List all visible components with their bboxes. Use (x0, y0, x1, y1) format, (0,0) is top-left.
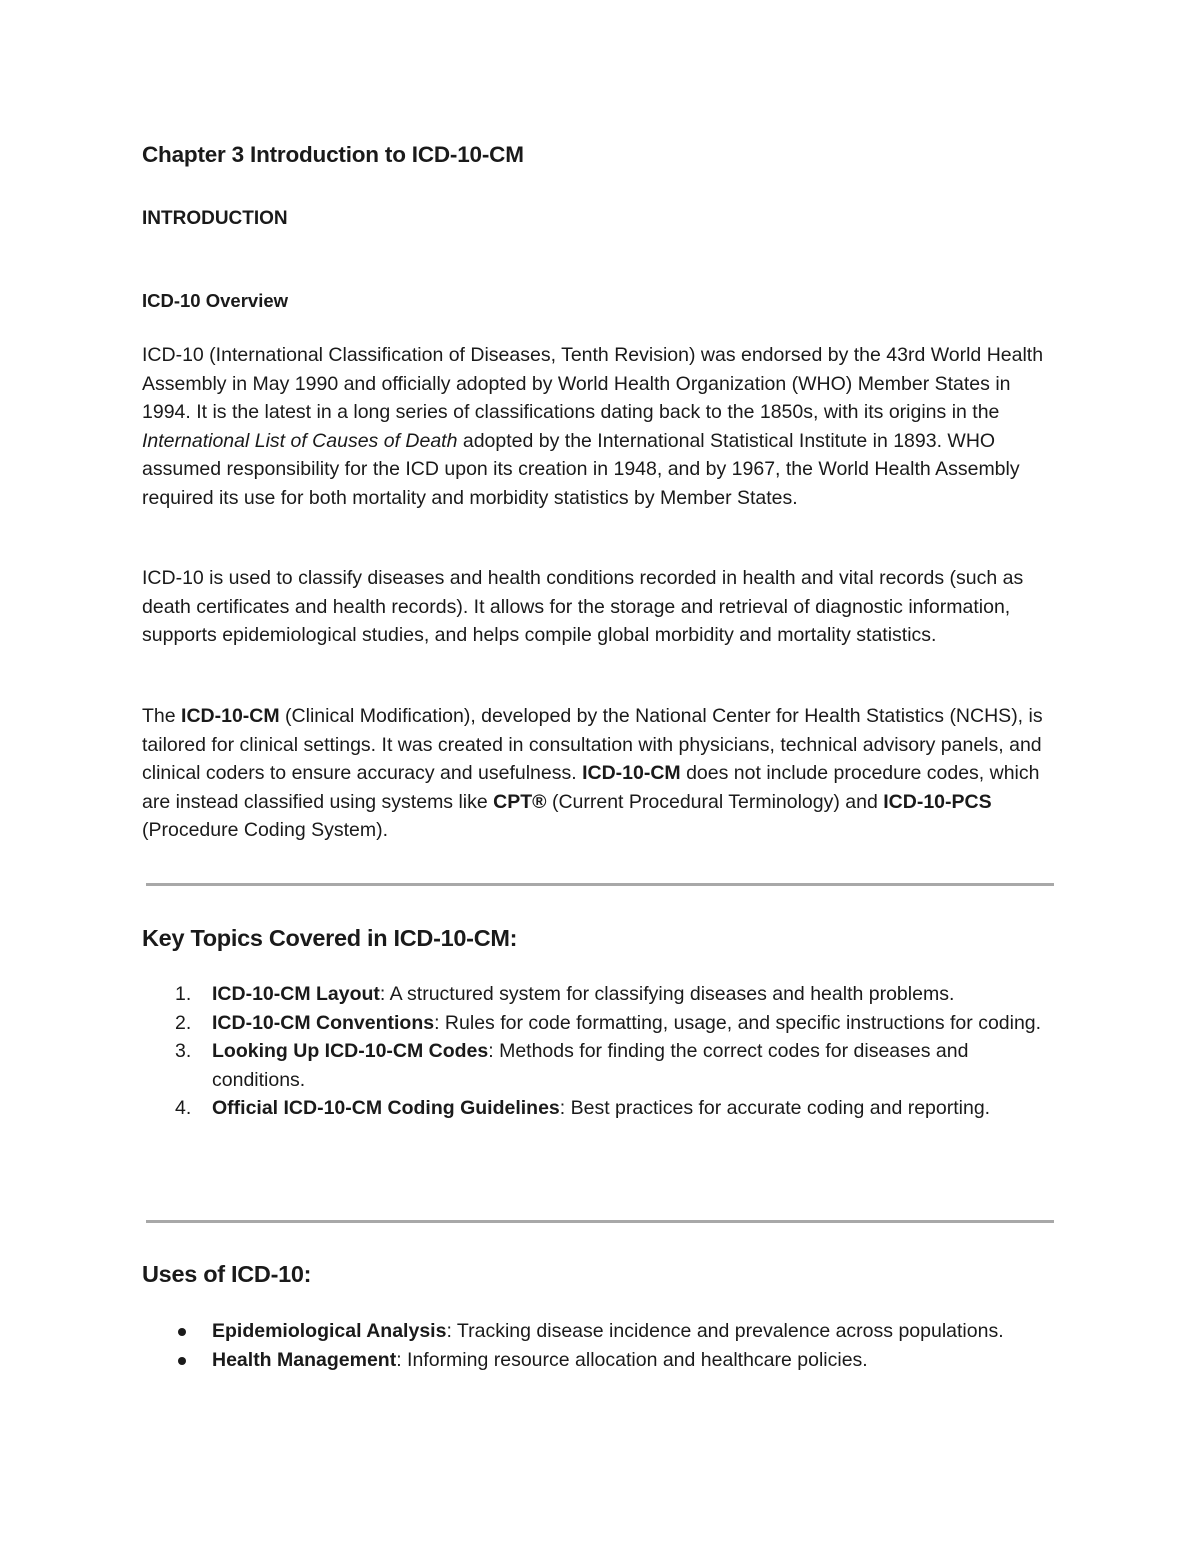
list-item-term: ICD-10-CM Conventions (212, 1011, 435, 1034)
overview-paragraph-2: ICD-10 is used to classify diseases and health conditions recorded in health and vital records (such as death certificates and health records). It allows for the storage and retrieval of diagnostic information, supports epidemiological studies, and helps compile global morbidity and mortality statistics. (142, 567, 1024, 647)
section-label: INTRODUCTION (142, 208, 288, 229)
p1-italic-title: International List of Causes of Death (142, 429, 458, 452)
list-number: 3. (175, 1040, 192, 1063)
p3-text-5: (Procedure Coding System). (142, 819, 389, 842)
overview-heading: ICD-10 Overview (142, 290, 289, 311)
p3-bold-2: ICD-10-CM (582, 762, 681, 785)
p3-bold-4: ICD-10-PCS (883, 790, 992, 813)
bullet-icon (178, 1328, 186, 1336)
topics-heading: Key Topics Covered in ICD-10-CM: (142, 925, 518, 951)
p3-text-3: does not include procedure codes, which are instead classified using systems like (142, 762, 1040, 813)
list-item (142, 980, 1057, 1009)
overview-paragraph-3 (142, 702, 1057, 845)
list-item-desc: : Informing resource allocation and healthcare policies. (396, 1348, 868, 1371)
list-item-term: Health Management (212, 1348, 397, 1371)
p1-text-b: adopted by the International Statistical Institute in 1893. WHO assumed responsibility for the ICD upon its creation in 1948, and by 1967, the World Health Assembly required its use for both mortality and morbidity statistics by Member States. (142, 429, 1020, 509)
horizontal-rule (146, 883, 1054, 886)
list-number: 1. (175, 983, 192, 1005)
chapter-title: Chapter 3 Introduction to ICD-10-CM (142, 142, 524, 167)
p3-bold-3: CPT® (493, 790, 547, 813)
horizontal-rule (146, 1220, 1054, 1223)
topics-list (142, 980, 1057, 1123)
list-item-desc: : Tracking disease incidence and prevalence across populations. (446, 1320, 1004, 1342)
list-item-desc: : Rules for code formatting, usage, and specific instructions for coding. (434, 1011, 1042, 1034)
overview-paragraph-1 (142, 341, 1057, 513)
list-item-term: Official ICD-10-CM Coding Guidelines (212, 1097, 560, 1120)
list-item-term: Epidemiological Analysis (212, 1320, 447, 1342)
p3-text-1: The (142, 705, 182, 727)
uses-list (142, 1317, 1057, 1374)
list-number: 4. (175, 1097, 192, 1120)
list-item-term: Looking Up ICD-10-CM Codes (212, 1040, 489, 1063)
p3-text-4: (Current Procedural Terminology) and (546, 790, 884, 813)
list-number: 2. (175, 1011, 192, 1034)
uses-heading: Uses of ICD-10: (142, 1261, 312, 1287)
list-item-desc: : A structured system for classifying diseases and health problems. (379, 983, 955, 1005)
list-item-desc: : Methods for finding the correct codes for diseases and conditions. (212, 1040, 969, 1091)
list-item (142, 1317, 1057, 1346)
list-item (142, 1037, 1057, 1094)
list-item (142, 1009, 1057, 1038)
list-item-term: ICD-10-CM Layout (212, 983, 380, 1005)
list-item (142, 1346, 1057, 1375)
list-item (142, 1094, 1057, 1123)
p1-text-a: ICD-10 (International Classification of Diseases, Tenth Revision) was endorsed by the 43rd World Health Assembly in May 1990 and officially adopted by World Health Organization (WHO) Member States in 1994. It is the latest in a long series of classifications dating back to the 1850s, with its origins in the (142, 344, 1044, 424)
list-item-desc: : Best practices for accurate coding and reporting. (559, 1097, 991, 1120)
p3-text-2: (Clinical Modification), developed by the National Center for Health Statistics (NCHS), is tailored for clinical settings. It was created in consultation with physicians, technical advisory panels, and clinical coders to ensure accuracy and usefulness. (142, 705, 1043, 785)
bullet-icon (178, 1357, 186, 1365)
p3-bold-1: ICD-10-CM (181, 705, 280, 727)
